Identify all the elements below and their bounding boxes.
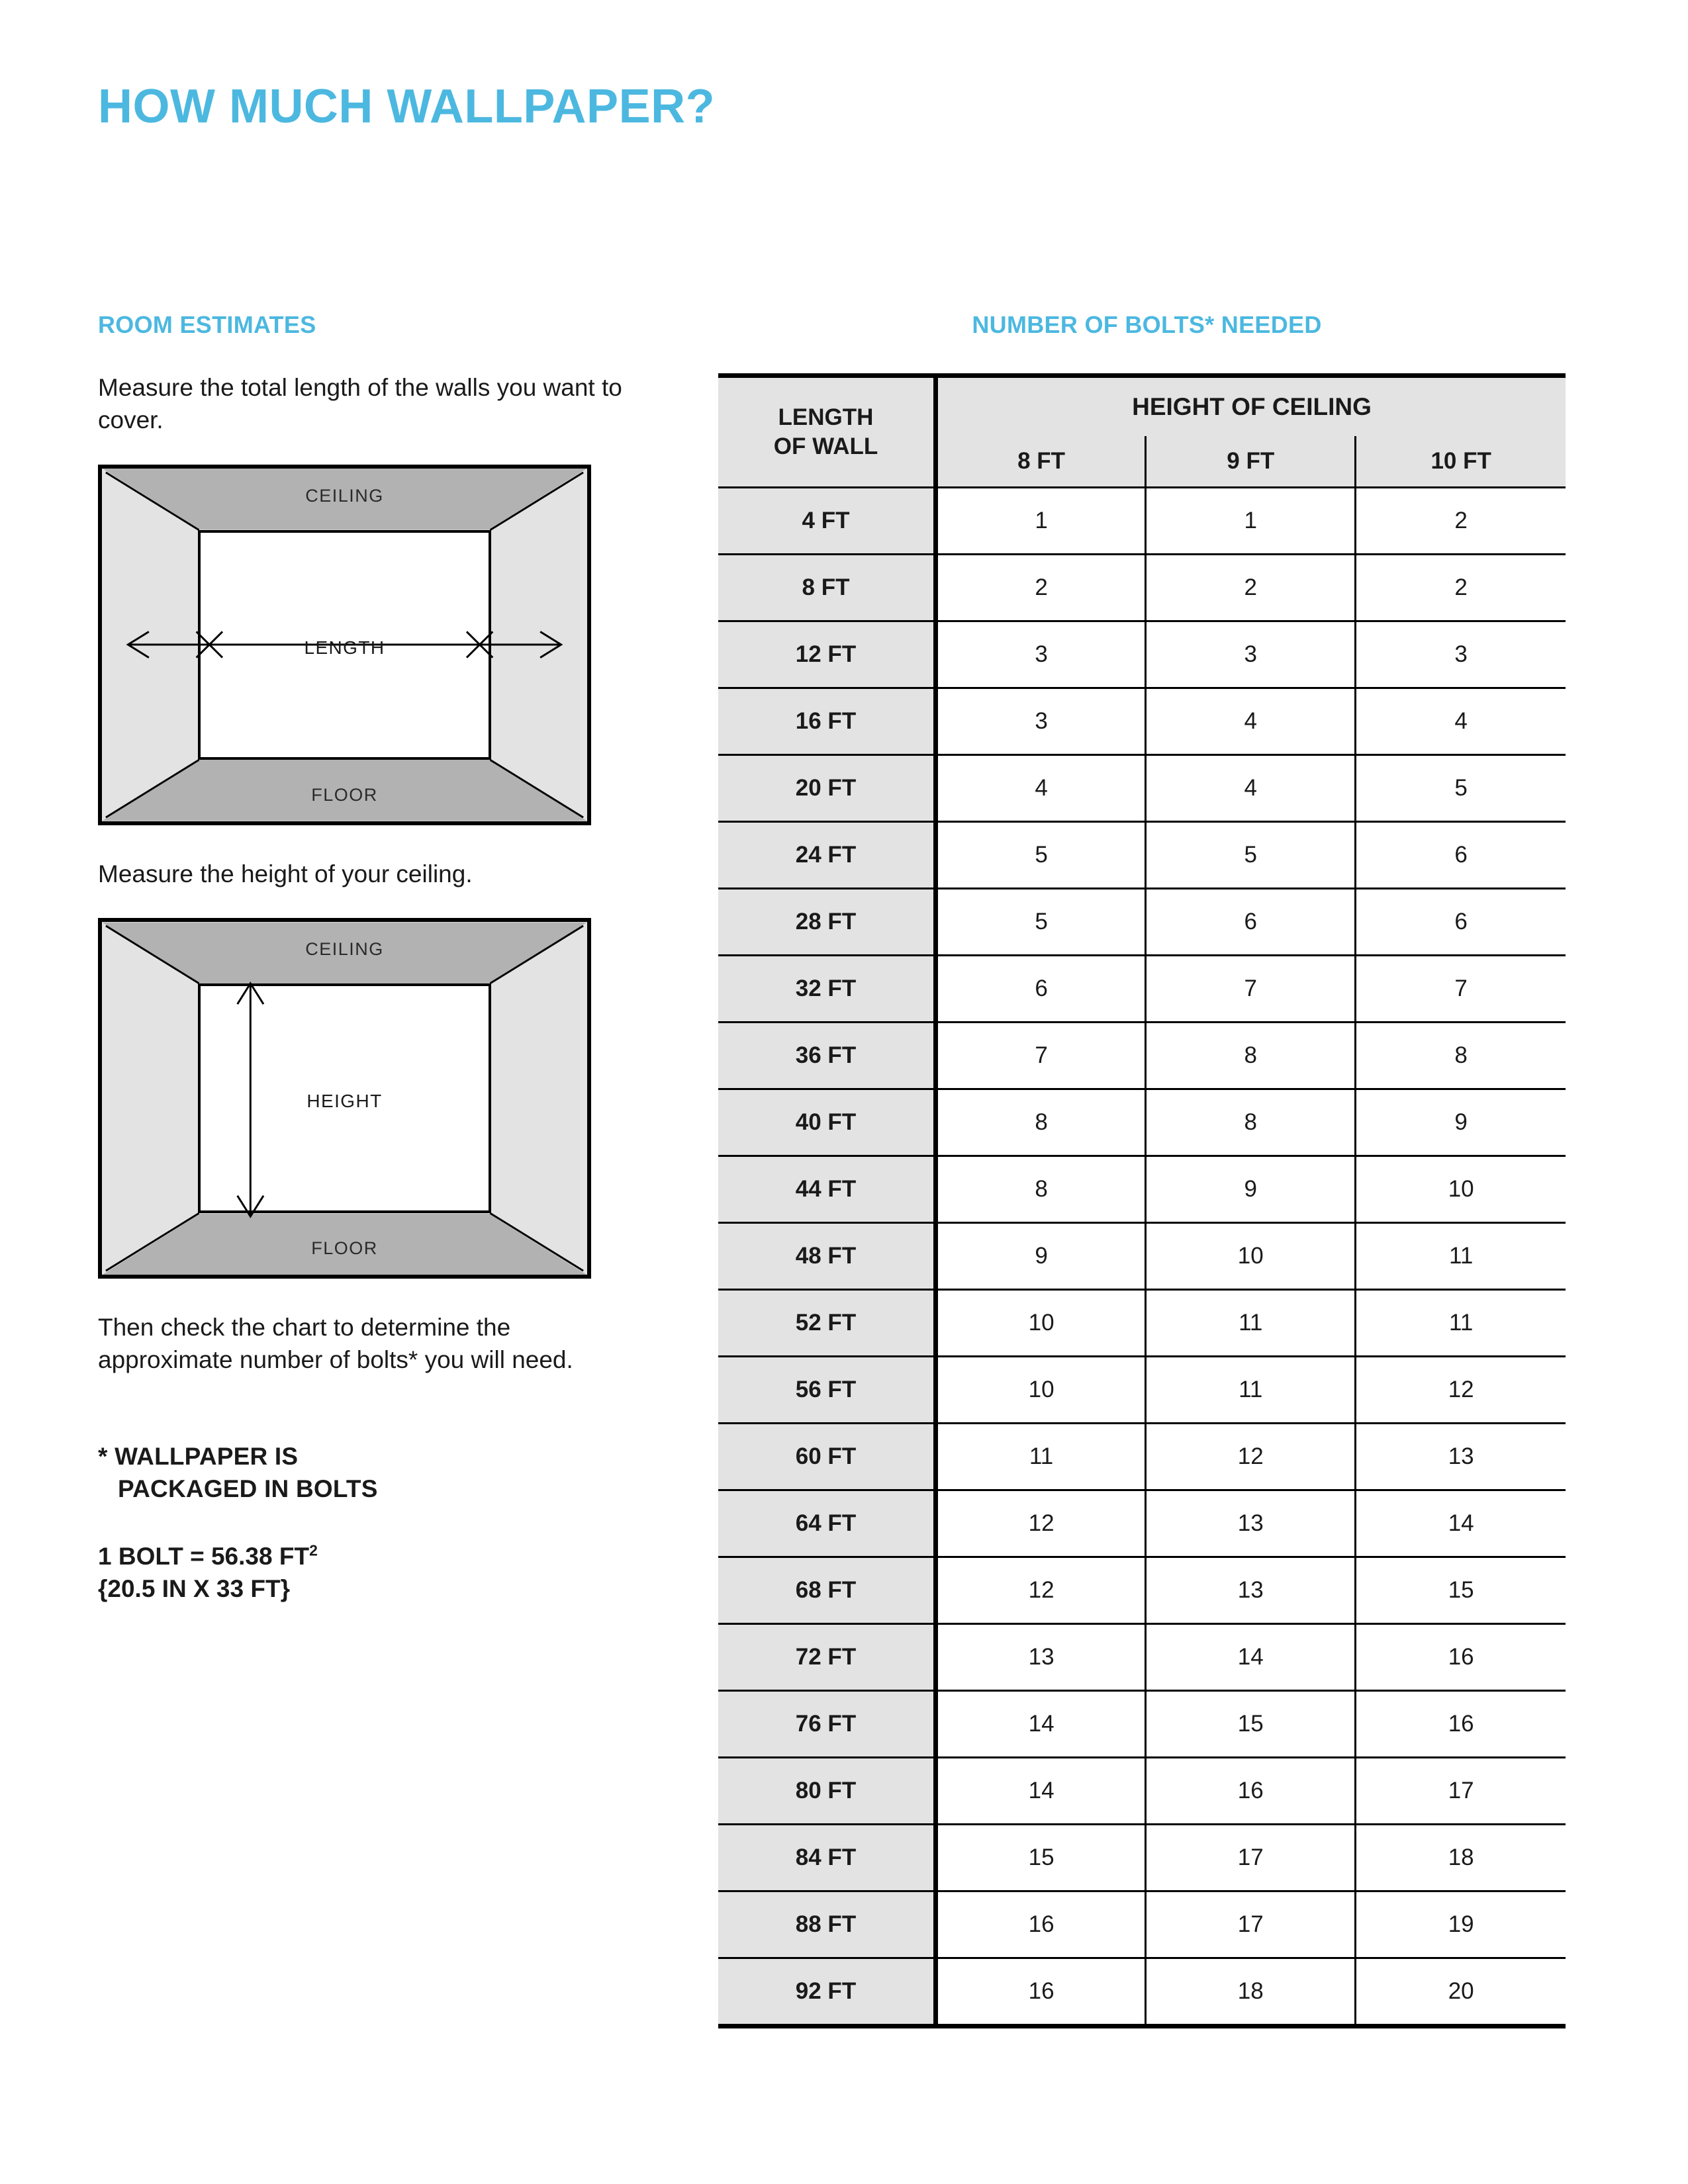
table-cell-bolts: 18: [1356, 1825, 1566, 1891]
instruction-step-3: Then check the chart to determine the approximate number of bolts* you will need.: [98, 1314, 573, 1374]
table-cell-bolts: 10: [936, 1357, 1146, 1424]
table-row: [718, 1223, 1566, 1290]
table-cell-bolts: 13: [936, 1624, 1146, 1691]
table-row: [718, 1557, 1566, 1624]
table-row: [718, 1758, 1566, 1825]
table-row: [718, 555, 1566, 621]
floor-label: FLOOR: [311, 1238, 378, 1259]
table-cell-bolts: 1: [1146, 488, 1356, 555]
row-header-length: 28 FT: [718, 889, 936, 956]
table-cell-bolts: 11: [1356, 1290, 1566, 1357]
table-row: [718, 1691, 1566, 1758]
row-header-length: 20 FT: [718, 755, 936, 822]
table-cell-bolts: 6: [1356, 822, 1566, 889]
table-body: [718, 488, 1566, 2026]
row-header-length: 84 FT: [718, 1825, 936, 1891]
corner-header-line-2: OF WALL: [773, 433, 878, 459]
table-row: [718, 1424, 1566, 1490]
table-cell-bolts: 20: [1356, 1958, 1566, 2026]
row-header-length: 32 FT: [718, 956, 936, 1023]
table-cell-bolts: 6: [936, 956, 1146, 1023]
table-cell-bolts: 7: [1146, 956, 1356, 1023]
table-cell-bolts: 7: [1356, 956, 1566, 1023]
table-header-row-group: [718, 376, 1566, 437]
length-dimension-label: LENGTH: [304, 637, 385, 658]
row-header-length: 68 FT: [718, 1557, 936, 1624]
table-cell-bolts: 8: [936, 1156, 1146, 1223]
table-cell-bolts: 8: [1146, 1089, 1356, 1156]
row-header-length: 56 FT: [718, 1357, 936, 1424]
floor-label: FLOOR: [311, 784, 378, 805]
table-cell-bolts: 8: [1356, 1023, 1566, 1089]
table-row: [718, 488, 1566, 555]
table-cell-bolts: 2: [1146, 555, 1356, 621]
table-row: [718, 1357, 1566, 1424]
table-cell-bolts: 16: [1356, 1691, 1566, 1758]
ceiling-label: CEILING: [305, 485, 384, 506]
table-cell-bolts: 8: [1146, 1023, 1356, 1089]
table-cell-bolts: 2: [1356, 555, 1566, 621]
table-cell-bolts: 2: [936, 555, 1146, 621]
bolt-area-text: 1 BOLT = 56.38 FT: [98, 1542, 310, 1570]
table-cell-bolts: 15: [1146, 1691, 1356, 1758]
row-header-length: 16 FT: [718, 688, 936, 755]
row-header-length: 48 FT: [718, 1223, 936, 1290]
table-cell-bolts: 8: [936, 1089, 1146, 1156]
table-cell-bolts: 13: [1146, 1557, 1356, 1624]
table-cell-bolts: 9: [1146, 1156, 1356, 1223]
ceiling-label: CEILING: [305, 939, 384, 960]
table-cell-bolts: 14: [936, 1758, 1146, 1825]
table-cell-bolts: 11: [1146, 1290, 1356, 1357]
table-row: [718, 1156, 1566, 1223]
table-cell-bolts: 3: [936, 688, 1146, 755]
table-cell-bolts: 6: [1146, 889, 1356, 956]
bolts-table-column: [718, 311, 1575, 2028]
table-row: [718, 889, 1566, 956]
bolts-table: [718, 373, 1566, 2028]
table-cell-bolts: 16: [1356, 1624, 1566, 1691]
table-cell-bolts: 3: [1356, 621, 1566, 688]
footnote-line-2: PACKAGED IN BOLTS: [118, 1475, 378, 1503]
table-cell-bolts: 14: [1356, 1490, 1566, 1557]
table-cell-bolts: 10: [936, 1290, 1146, 1357]
table-cell-bolts: 13: [1356, 1424, 1566, 1490]
room-diagram-height: [98, 918, 591, 1279]
table-cell-bolts: 5: [936, 889, 1146, 956]
bolt-size-block: [98, 1540, 647, 1605]
table-row: [718, 1290, 1566, 1357]
corner-header-line-1: LENGTH: [778, 404, 874, 431]
bolt-area-line: [98, 1540, 647, 1572]
table-cell-bolts: 11: [1146, 1357, 1356, 1424]
room-estimates-column: [98, 311, 647, 1605]
table-cell-bolts: 17: [1146, 1891, 1356, 1958]
instruction-step-2: Measure the height of your ceiling.: [98, 860, 473, 887]
table-cell-bolts: 9: [936, 1223, 1146, 1290]
table-cell-bolts: 5: [1356, 755, 1566, 822]
footnote-line-1: * WALLPAPER IS: [98, 1443, 299, 1471]
row-header-length: 60 FT: [718, 1424, 936, 1490]
table-header: [718, 376, 1566, 488]
table-cell-bolts: 2: [1356, 488, 1566, 555]
table-row: [718, 1089, 1566, 1156]
table-row: [718, 621, 1566, 688]
row-header-length: 40 FT: [718, 1089, 936, 1156]
table-cell-bolts: 4: [1356, 688, 1566, 755]
table-row: [718, 688, 1566, 755]
table-cell-bolts: 3: [1146, 621, 1356, 688]
table-cell-bolts: 18: [1146, 1958, 1356, 2026]
row-header-length: 12 FT: [718, 621, 936, 688]
row-header-length: 64 FT: [718, 1490, 936, 1557]
table-cell-bolts: 15: [1356, 1557, 1566, 1624]
bolt-area-superscript: 2: [309, 1541, 318, 1559]
table-cell-bolts: 14: [936, 1691, 1146, 1758]
instruction-step-1: Measure the total length of the walls you want to cover.: [98, 374, 622, 433]
table-cell-bolts: 16: [936, 1958, 1146, 2026]
table-cell-bolts: 4: [1146, 688, 1356, 755]
table-heading: NUMBER OF BOLTS* NEEDED: [972, 311, 1322, 338]
row-header-length: 44 FT: [718, 1156, 936, 1223]
page-title: HOW MUCH WALLPAPER?: [98, 80, 716, 133]
room-diagram-length: [98, 465, 591, 825]
table-cell-bolts: 16: [1146, 1758, 1356, 1825]
table-cell-bolts: 1: [936, 488, 1146, 555]
table-cell-bolts: 5: [936, 822, 1146, 889]
row-header-length: 4 FT: [718, 488, 936, 555]
table-cell-bolts: 12: [936, 1557, 1146, 1624]
table-cell-bolts: 12: [1146, 1424, 1356, 1490]
column-header-8ft: 8 FT: [936, 436, 1146, 488]
table-row: [718, 956, 1566, 1023]
row-header-length: 76 FT: [718, 1691, 936, 1758]
table-cell-bolts: 19: [1356, 1891, 1566, 1958]
table-row: [718, 1958, 1566, 2026]
table-cell-bolts: 13: [1146, 1490, 1356, 1557]
table-row: [718, 1624, 1566, 1691]
section-heading-room-estimates: ROOM ESTIMATES: [98, 311, 316, 338]
corner-header-length-of-wall: [718, 376, 936, 488]
table-cell-bolts: 10: [1146, 1223, 1356, 1290]
table-row: [718, 1891, 1566, 1958]
table-cell-bolts: 17: [1146, 1825, 1356, 1891]
row-header-length: 8 FT: [718, 555, 936, 621]
table-cell-bolts: 5: [1146, 822, 1356, 889]
table-cell-bolts: 15: [936, 1825, 1146, 1891]
table-row: [718, 755, 1566, 822]
row-header-length: 80 FT: [718, 1758, 936, 1825]
group-header-height-of-ceiling: HEIGHT OF CEILING: [936, 376, 1566, 437]
table-cell-bolts: 14: [1146, 1624, 1356, 1691]
table-cell-bolts: 17: [1356, 1758, 1566, 1825]
table-cell-bolts: 16: [936, 1891, 1146, 1958]
table-cell-bolts: 7: [936, 1023, 1146, 1089]
table-cell-bolts: 10: [1356, 1156, 1566, 1223]
column-header-9ft: 9 FT: [1146, 436, 1356, 488]
table-row: [718, 1490, 1566, 1557]
row-header-length: 52 FT: [718, 1290, 936, 1357]
height-dimension-label: HEIGHT: [306, 1091, 383, 1112]
table-cell-bolts: 12: [1356, 1357, 1566, 1424]
table-cell-bolts: 11: [1356, 1223, 1566, 1290]
row-header-length: 88 FT: [718, 1891, 936, 1958]
table-row: [718, 1023, 1566, 1089]
table-cell-bolts: 3: [936, 621, 1146, 688]
table-row: [718, 822, 1566, 889]
table-cell-bolts: 4: [1146, 755, 1356, 822]
bolt-dimensions-line: {20.5 IN X 33 FT}: [98, 1574, 290, 1602]
table-cell-bolts: 6: [1356, 889, 1566, 956]
table-cell-bolts: 9: [1356, 1089, 1566, 1156]
column-header-10ft: 10 FT: [1356, 436, 1566, 488]
table-row: [718, 1825, 1566, 1891]
row-header-length: 24 FT: [718, 822, 936, 889]
table-cell-bolts: 11: [936, 1424, 1146, 1490]
table-cell-bolts: 4: [936, 755, 1146, 822]
footnote-block: [98, 1440, 647, 1505]
table-cell-bolts: 12: [936, 1490, 1146, 1557]
row-header-length: 72 FT: [718, 1624, 936, 1691]
row-header-length: 92 FT: [718, 1958, 936, 2026]
row-header-length: 36 FT: [718, 1023, 936, 1089]
